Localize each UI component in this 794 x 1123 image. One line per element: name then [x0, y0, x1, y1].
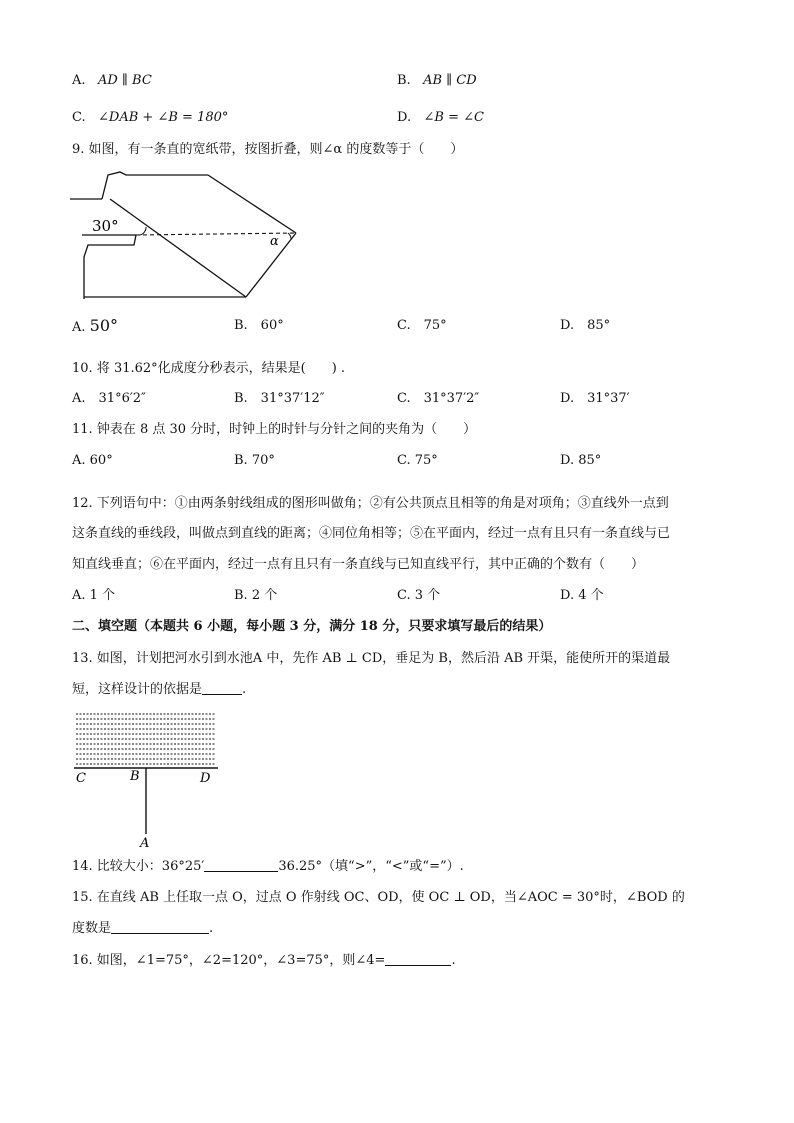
q13-point-c: C	[76, 771, 86, 786]
q8-option-c	[72, 110, 228, 126]
q8-option-d	[397, 110, 484, 126]
q11-option-d: D. 85°	[560, 453, 602, 468]
q13-river-figure	[72, 710, 232, 850]
q9-option-a	[72, 318, 118, 336]
q12-line-1: 12. 下列语句中：①由两条射线组成的图形叫做角；②有公共顶点且相等的角是对项角；③直线外一点到	[72, 496, 669, 511]
q13-point-b: B	[130, 769, 140, 784]
q11-option-c: C. 75°	[397, 453, 438, 468]
q12-line-3: 知直线垂直；⑥在平面内，经过一点有且只有一条直线与已知直线平行，其中正确的个数有（ ）	[72, 557, 645, 572]
q8-option-d-text: ∠B = ∠C	[423, 110, 484, 125]
q14-prefix: 14. 比较大小：36°25′	[72, 859, 205, 874]
q15-answer-blank	[111, 921, 209, 934]
q15-line-2	[72, 921, 213, 937]
q8-option-b-text: AB ∥ CD	[423, 73, 477, 88]
q13-line-2: 短，这样设计的依据是 .	[72, 682, 247, 697]
q10-option-b: B. 31°37′12″	[234, 391, 325, 406]
q15-line-1: 15. 在直线 AB 上任取一点 O，过点 O 作射线 OC、OD，使 OC ⊥ OD，当∠AOC = 30°时，∠BOD 的	[72, 890, 685, 905]
q16-suffix: .	[451, 953, 456, 968]
q13-line-2-text: 短，这样设计的依据是	[72, 682, 203, 697]
q16-prefix: 16. 如图，∠1=75°，∠2=120°，∠3=75°，则∠4=	[72, 953, 386, 968]
q12-option-b: B. 2 个	[234, 588, 278, 603]
q11-option-b: B. 70°	[234, 453, 275, 468]
q8-option-c-label: C.	[72, 110, 86, 125]
q13-answer-blank	[202, 682, 242, 695]
q9-option-d: D. 85°	[560, 318, 611, 333]
q14-suffix: 36.25°（填“>”，“<”或“=”）.	[278, 859, 464, 874]
q12-option-c: C. 3 个	[397, 588, 441, 603]
q8-option-c-text: ∠DAB + ∠B = 180°	[98, 110, 229, 125]
q8-option-a-text: AD ∥ BC	[97, 73, 152, 88]
q12-option-d: D. 4 个	[560, 588, 604, 603]
q8-option-d-label: D.	[397, 110, 412, 125]
q8-option-a	[72, 73, 152, 89]
q11-stem: 11. 钟表在 8 点 30 分时，时钟上的时针与分针之间的夹角为（ ）	[72, 422, 477, 437]
q11-option-a: A. 60°	[72, 453, 113, 468]
q8-option-b-label: B.	[397, 73, 411, 88]
q9-angle-30-label: 30°	[92, 217, 119, 235]
q10-option-d: D. 31°37′	[560, 391, 630, 406]
q13-line-1: 13. 如图，计划把河水引到水池A 中，先作 AB ⊥ CD，垂足为 B，然后沿 AB 开渠，能使所开的渠道最	[72, 651, 671, 666]
q12-line-2: 这条直线的垂线段，叫做点到直线的距离；④同位角相等；⑤在平面内，经过一点有且只有一条直线与已	[72, 526, 671, 541]
q9-option-b: B. 60°	[234, 318, 284, 333]
q15-line-2-suffix: .	[209, 921, 214, 936]
q10-option-c: C. 31°37′2″	[397, 391, 480, 406]
q14-line	[72, 859, 464, 875]
q9-option-c: C. 75°	[397, 318, 447, 333]
q10-stem: 10. 将 31.62°化成度分秒表示，结果是( ) .	[72, 361, 346, 376]
q8-option-a-label: A.	[72, 73, 86, 88]
q9-stem: 9. 如图，有一条直的宽纸带，按图折叠，则∠α 的度数等于（ ）	[72, 142, 464, 157]
q9-alpha-label: α	[270, 234, 279, 249]
q15-line-2-prefix: 度数是	[72, 921, 112, 936]
section-2-heading: 二、填空题（本题共 6 小题，每小题 3 分，满分 18 分，只要求填写最后的结果）	[72, 619, 552, 634]
q12-option-a: A. 1 个	[72, 588, 116, 603]
q16-answer-blank	[385, 953, 451, 966]
q13-point-a: A	[140, 836, 150, 851]
q16-line	[72, 953, 456, 969]
q14-answer-blank	[204, 859, 278, 872]
q13-point-d: D	[200, 771, 211, 786]
q9-folded-strip-figure	[70, 165, 310, 305]
q9-option-a-label: A.	[72, 320, 86, 335]
q9-option-a-value: 50°	[89, 316, 119, 335]
q8-option-b	[397, 73, 477, 89]
q10-option-a: A. 31°6′2″	[72, 391, 146, 406]
